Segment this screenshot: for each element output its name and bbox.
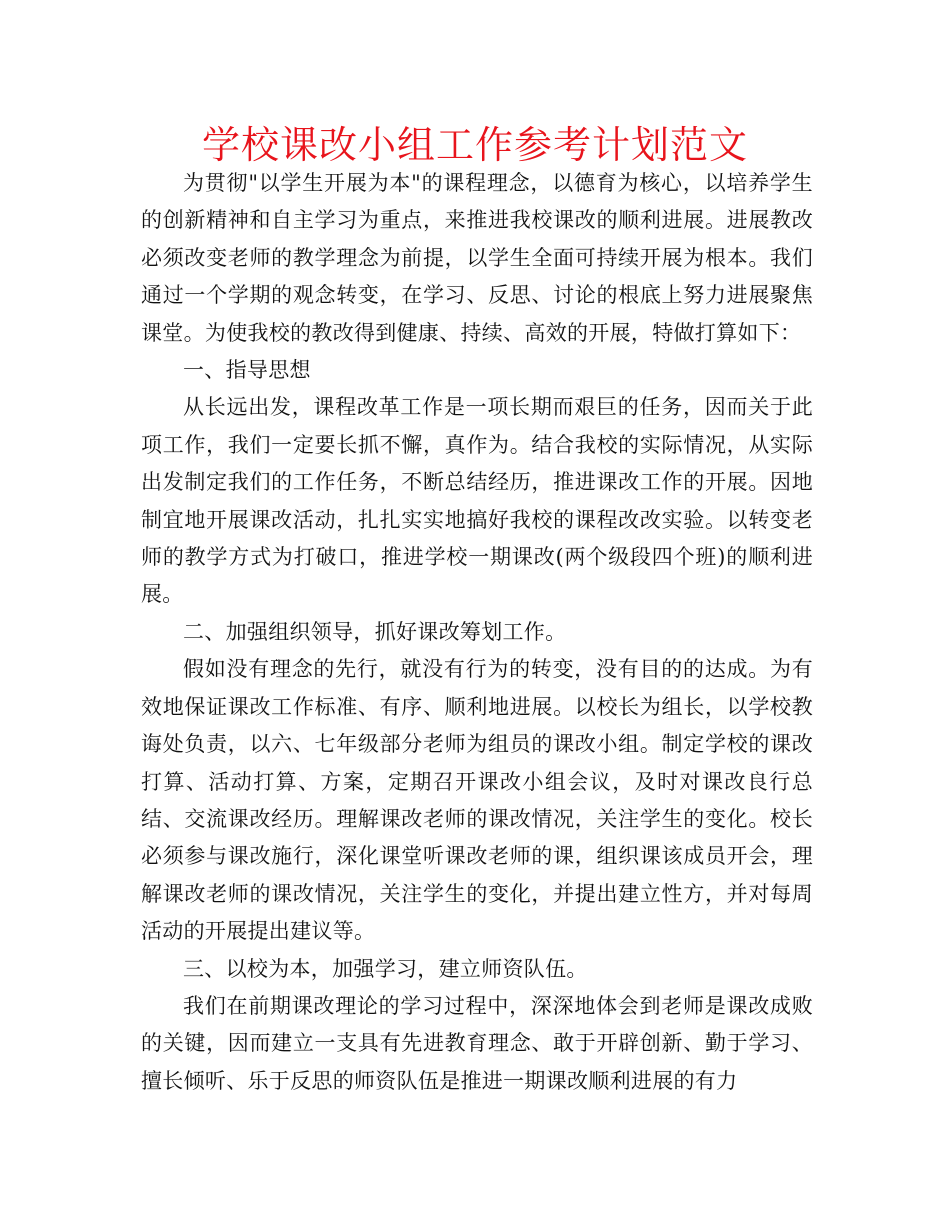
paragraph-teacher-team: 我们在前期课改理论的学习过程中，深深地体会到老师是课改成败的关键，因而建立一支具有先进教育理念、敢于开辟创新、勤于学习、擅长倾听、乐于反思的师资队伍是推进一期课改顺利进展的有力 xyxy=(141,993,813,1093)
section-heading-teacher-team: 三、以校为本，加强学习，建立师资队伍。 xyxy=(183,956,588,981)
paragraph-intro: 为贯彻"以学生开展为本"的课程理念，以德育为核心，以培养学生的创新精神和自主学习为重点，来推进我校课改的顺利进展。进展教改必须改变老师的教学理念为前提，以学生全面可持续开展为根本。我们通过一个学期的观念转变，在学习、反思、讨论的根底上努力进展聚焦课堂。为使我校的教改得到健康、持续、高效的开展，特做打算如下： xyxy=(141,171,813,345)
section-heading-organization: 二、加强组织领导，抓好课改筹划工作。 xyxy=(183,619,567,644)
section-heading-guiding-thought: 一、指导思想 xyxy=(183,358,311,383)
document-title: 学校课改小组工作参考计划范文 xyxy=(201,123,748,167)
paragraph-organization: 假如没有理念的先行，就没有行为的转变，没有目的的达成。为有效地保证课改工作标准、有序、顺利地进展。以校长为组长，以学校教诲处负责，以六、七年级部分老师为组员的课改小组。制定学校的课改打算、活动打算、方案，定期召开课改小组会议，及时对课改良行总结、交流课改经历。理解课改老师的课改情况，关注学生的变化。校长必须参与课改施行，深化课堂听课改老师的课，组织课该成员开会，理解课改老师的课改情况，关注学生的变化，并提出建立性方，并对每周活动的开展提出建议等。 xyxy=(141,657,813,944)
document-body xyxy=(141,165,813,1100)
paragraph-guiding-thought: 从长远出发，课程改革工作是一项长期而艰巨的任务，因而关于此项工作，我们一定要长抓不懈，真作为。结合我校的实际情况，从实际出发制定我们的工作任务，不断总结经历，推进课改工作的开展。因地制宜地开展课改活动，扎扎实实地搞好我校的课程改改实验。以转变老师的教学方式为打破口，推进学校一期课改(两个级段四个班)的顺利进展。 xyxy=(141,395,813,607)
